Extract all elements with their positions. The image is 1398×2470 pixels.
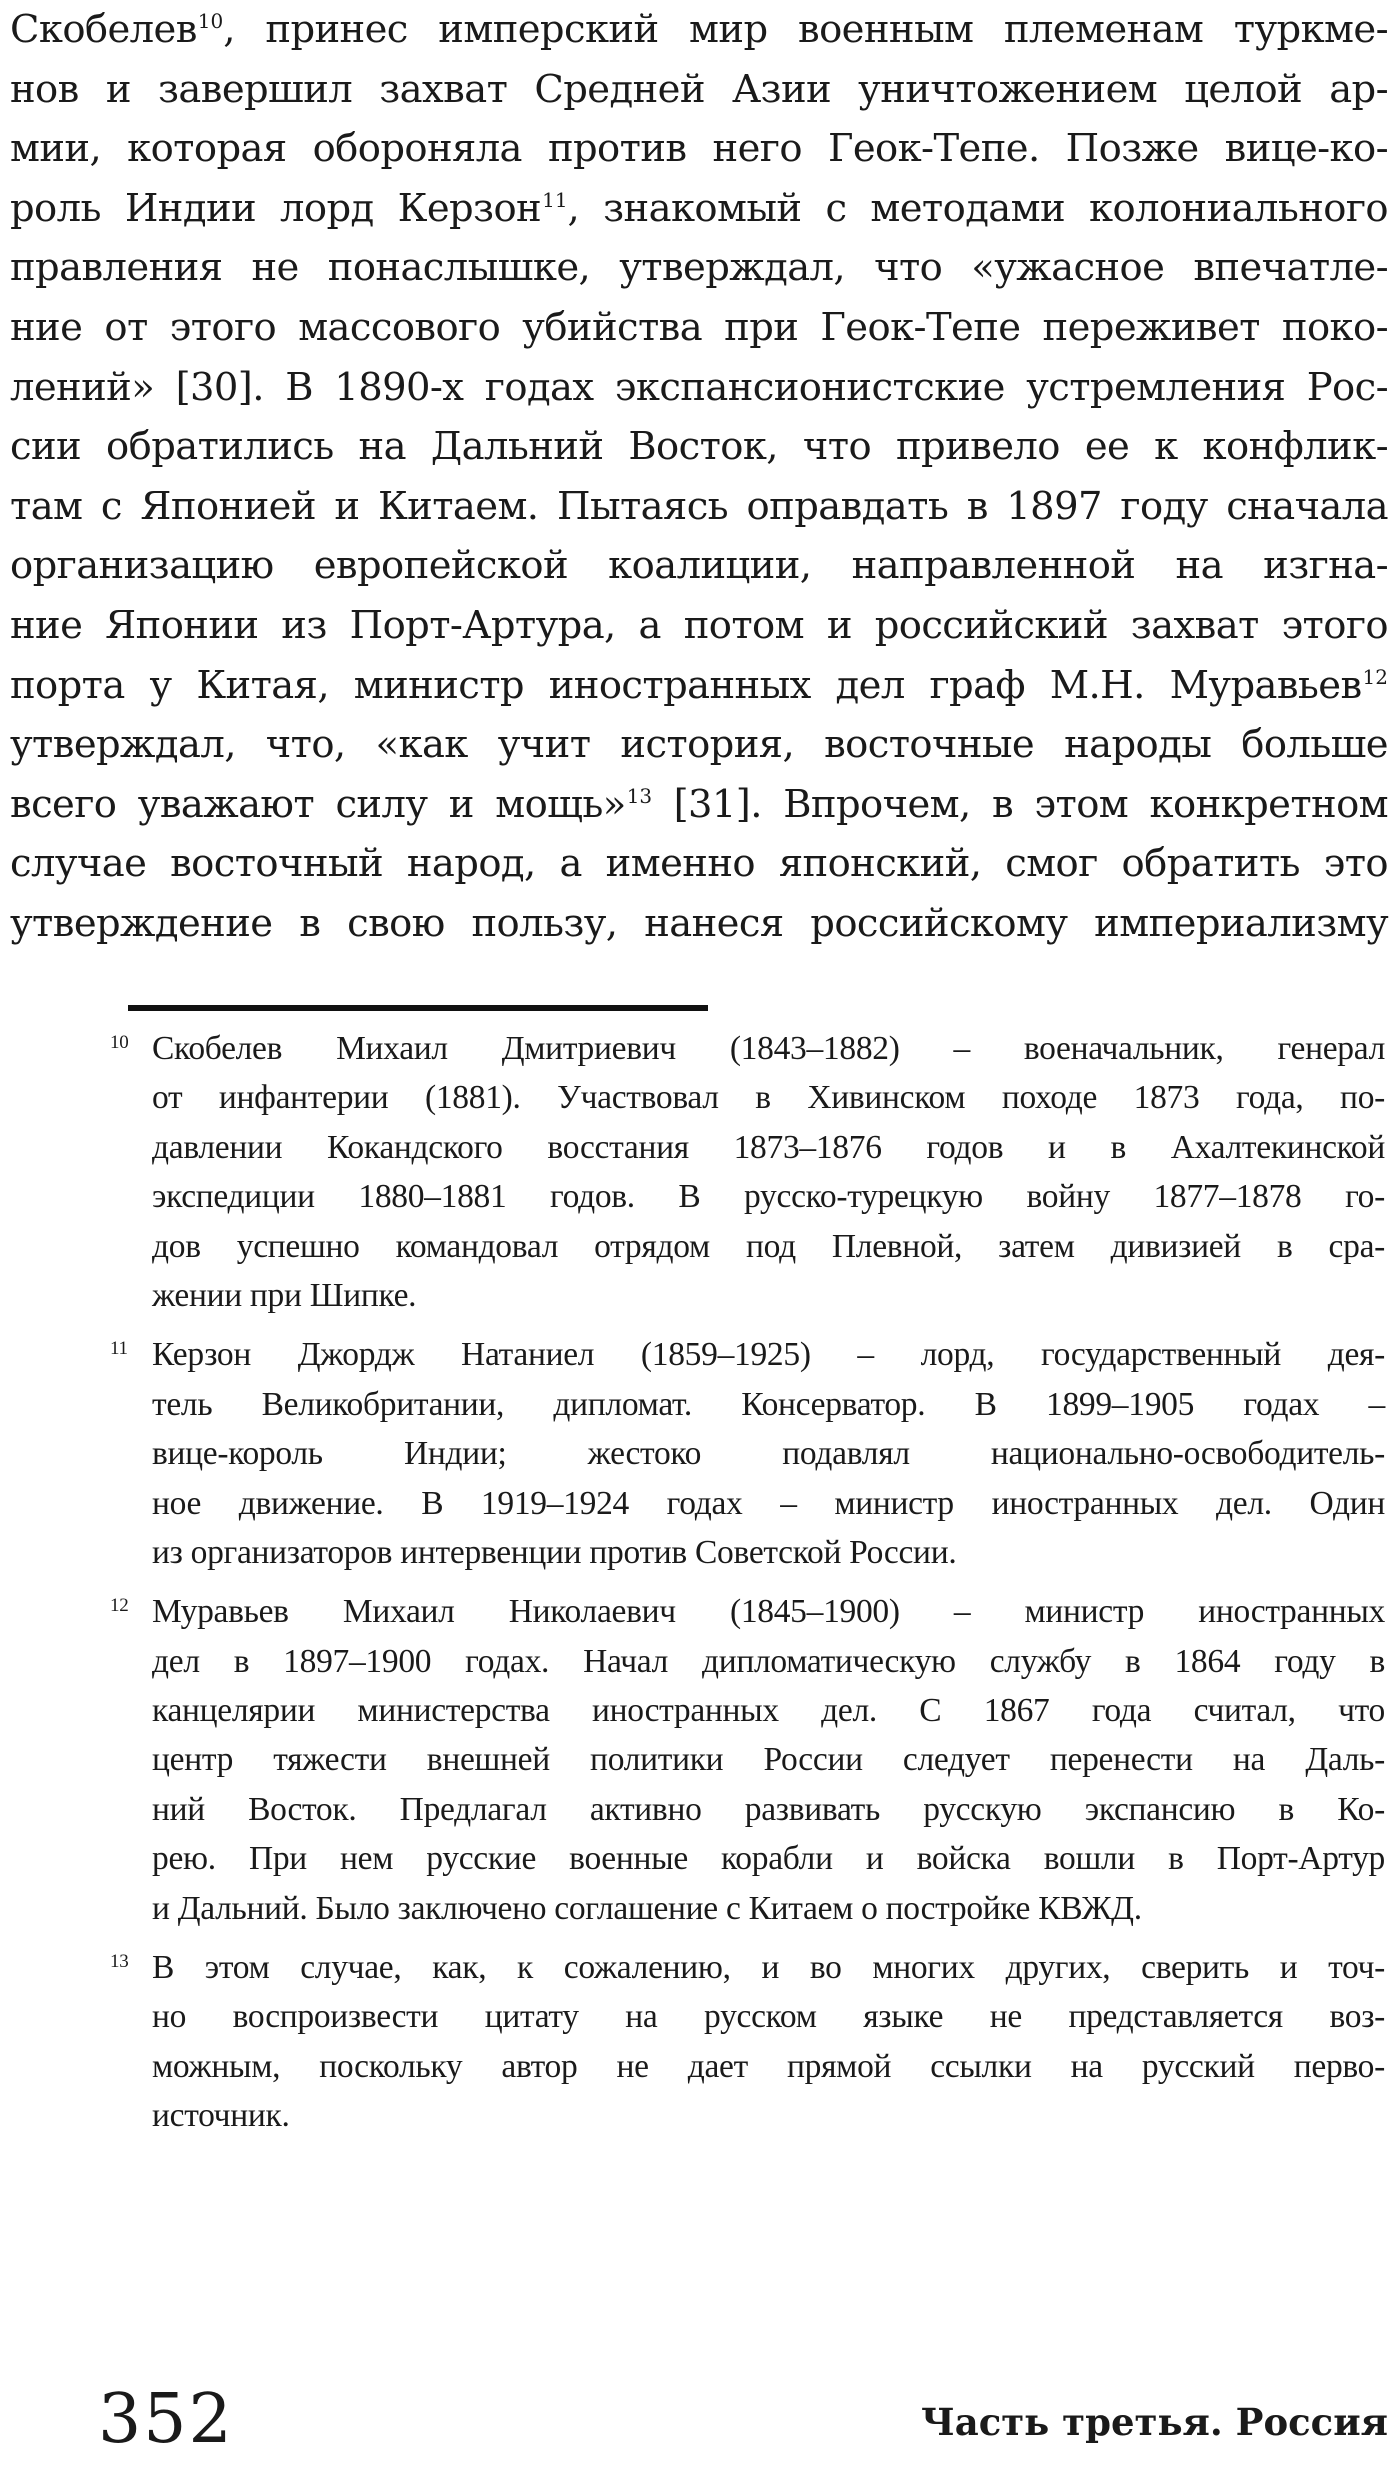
text-line: лений» [30]. В 1890-х годах экспансионистские устремления Рос-	[10, 364, 1388, 410]
footnote-line: канцелярии министерства иностранных дел. С 1867 года считал, что	[152, 1692, 1385, 1730]
footnote-11	[110, 1330, 1385, 1577]
footnotes	[110, 1024, 1385, 2151]
footnote-number: 13	[110, 1951, 129, 1973]
text-line	[10, 775, 1388, 835]
footnote-line: В этом случае, как, к сожалению, и во многих других, сверить и точ-	[152, 1949, 1385, 1987]
text-span: , знакомый с методами колониального	[567, 185, 1388, 231]
footnote-number: 11	[110, 1338, 128, 1360]
footnote-line: ное движение. В 1919–1924 годах – министр иностранных дел. Один	[152, 1484, 1385, 1522]
footnote-ref-13: 13	[626, 783, 653, 808]
text-line: утверждение в свою пользу, нанеся российскому империализму	[10, 900, 1388, 946]
text-span: Скобелев	[10, 7, 197, 52]
text-line: сии обратились на Дальний Восток, что привело ее к конфлик-	[10, 424, 1388, 470]
footnote-line: жении при Шипке.	[152, 1276, 417, 1314]
footnote-line: рею. При нем русские военные корабли и войска вошли в Порт-Артур	[152, 1840, 1385, 1878]
footnote-number: 10	[110, 1032, 129, 1053]
text-line: правления не понаслышке, утверждал, что «ужасное впечатле-	[10, 245, 1388, 291]
text-span: [31]. Впрочем, в этом конкретном	[652, 781, 1389, 827]
page-number: 352	[98, 2380, 234, 2459]
text-line: ние Японии из Порт-Артура, а потом и российский захват этого	[10, 602, 1388, 648]
footnote-line: дов успешно командовал отрядом под Плевной, затем дивизией в сра-	[152, 1227, 1385, 1265]
footnote-line: экспедиции 1880–1881 годов. В русско-турецкую войну 1877–1878 го-	[152, 1178, 1385, 1216]
running-head: Часть третья. Россия	[920, 2400, 1388, 2444]
footnote-line: от инфантерии (1881). Участвовал в Хивинском походе 1873 года, по-	[152, 1079, 1385, 1117]
text-line	[10, 0, 1388, 60]
footnote-line: вице-король Индии; жестоко подавлял национально-освободитель-	[152, 1435, 1385, 1473]
text-line	[10, 656, 1388, 716]
footnote-line: источник.	[152, 2097, 290, 2135]
text-span: всего уважают силу и мощь»	[10, 781, 626, 827]
footnote-line: Скобелев Михаил Дмитриевич (1843–1882) – военачальник, генерал	[152, 1030, 1385, 1067]
footnote-13	[110, 1943, 1385, 2141]
footnote-line: дел в 1897–1900 годах. Начал дипломатическую службу в 1864 году в	[152, 1642, 1385, 1680]
footnote-line: тель Великобритании, дипломат. Консерватор. В 1899–1905 годах –	[152, 1385, 1385, 1423]
text-line: организацию европейской коалиции, направленной на изгна-	[10, 543, 1388, 589]
footnote-line: ний Восток. Предлагал активно развивать русскую экспансию в Ко-	[152, 1790, 1385, 1828]
body-text	[10, 0, 1388, 954]
footnote-line: Керзон Джордж Натаниел (1859–1925) – лорд, государственный дея-	[152, 1336, 1385, 1374]
footnote-line: но воспроизвести цитату на русском языке не представляется воз-	[152, 1998, 1385, 2036]
footnote-line: давлении Кокандского восстания 1873–1876 годов и в Ахалтекинской	[152, 1128, 1385, 1166]
footnote-line: из организаторов интервенции против Советской России.	[152, 1533, 957, 1571]
footnote-line: Муравьев Михаил Николаевич (1845–1900) – министр иностранных	[152, 1593, 1385, 1631]
text-line: утверждал, что, «как учит история, восточные народы больше	[10, 722, 1388, 768]
footnote-ref-11: 11	[542, 187, 568, 212]
footnote-ref-10: 10	[197, 9, 224, 34]
text-line: ние от этого массового убийства при Геок-Тепе переживет поко-	[10, 304, 1388, 350]
text-line: там с Японией и Китаем. Пытаясь оправдать в 1897 году сначала	[10, 483, 1388, 529]
text-span: , принес имперский мир военным племенам туркме-	[223, 7, 1388, 52]
footnote-10	[110, 1024, 1385, 1320]
text-span: роль Индии лорд Керзон	[10, 185, 542, 231]
text-span: порта у Китая, министр иностранных дел граф М.Н. Муравьев	[10, 662, 1362, 708]
footnote-line: можным, поскольку автор не дает прямой ссылки на русский перво-	[152, 2047, 1385, 2085]
footnote-separator	[128, 1005, 708, 1011]
text-line: нов и завершил захват Средней Азии уничтожением целой ар-	[10, 66, 1388, 112]
text-line	[10, 179, 1388, 239]
footnote-line: и Дальний. Было заключено соглашение с Китаем о постройке КВЖД.	[152, 1889, 1142, 1927]
footnote-line: центр тяжести внешней политики России следует перенести на Даль-	[152, 1741, 1385, 1779]
text-line: мии, которая обороняла против него Геок-Тепе. Позже вице-ко-	[10, 126, 1388, 172]
footnote-number: 12	[110, 1595, 129, 1617]
footnote-ref-12: 12	[1362, 664, 1388, 689]
footnote-12	[110, 1587, 1385, 1933]
text-line: случае восточный народ, а именно японский, смог обратить это	[10, 841, 1388, 887]
